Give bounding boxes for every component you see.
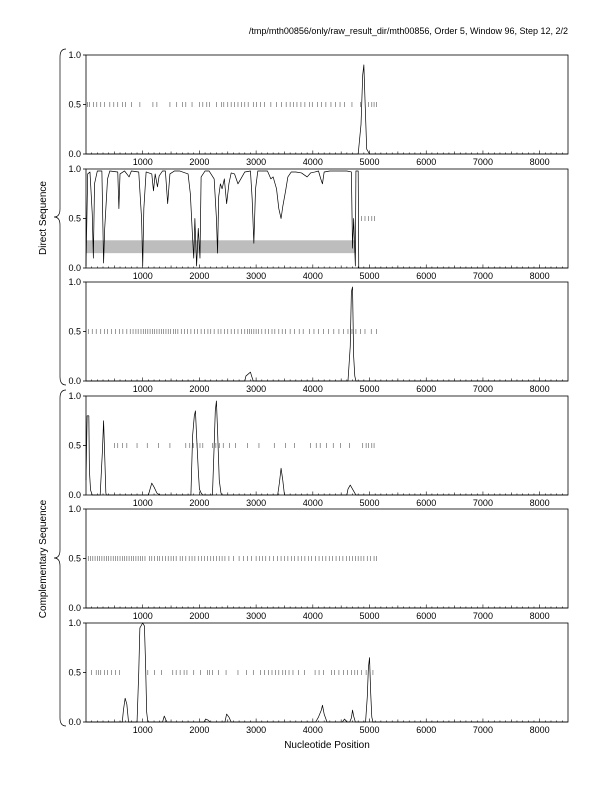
group-label-complementary: Complementary Sequence bbox=[38, 499, 49, 619]
x-tick-label: 6000 bbox=[416, 498, 437, 508]
x-tick-label: 2000 bbox=[189, 271, 210, 281]
y-tick-label: 1.0 bbox=[68, 618, 81, 628]
x-tick-label: 3000 bbox=[246, 271, 267, 281]
y-tick-label: 0.0 bbox=[68, 376, 81, 386]
y-tick-label: 1.0 bbox=[68, 277, 81, 287]
x-tick-label: 1000 bbox=[132, 498, 153, 508]
y-tick-label: 0.0 bbox=[68, 603, 81, 613]
x-tick-label: 3000 bbox=[246, 498, 267, 508]
group-brace-direct bbox=[54, 49, 66, 385]
x-tick-label: 5000 bbox=[359, 498, 380, 508]
x-tick-label: 4000 bbox=[302, 157, 323, 167]
x-tick-label: 5000 bbox=[359, 611, 380, 621]
panel-5-frame bbox=[86, 509, 568, 608]
y-tick-label: 1.0 bbox=[68, 50, 81, 60]
x-tick-label: 3000 bbox=[246, 725, 267, 735]
figure-header: /tmp/mth00856/only/raw_result_dir/mth00856, Order 5, Window 96, Step 12, 2/2 bbox=[248, 26, 568, 36]
x-tick-label: 2000 bbox=[189, 611, 210, 621]
x-tick-label: 2000 bbox=[189, 725, 210, 735]
x-axis-title: Nucleotide Position bbox=[284, 740, 370, 751]
x-tick-label: 1000 bbox=[132, 611, 153, 621]
x-tick-label: 6000 bbox=[416, 384, 437, 394]
x-tick-label: 4000 bbox=[302, 271, 323, 281]
x-tick-label: 6000 bbox=[416, 725, 437, 735]
y-tick-label: 0.5 bbox=[68, 326, 81, 337]
y-tick-label: 1.0 bbox=[68, 391, 81, 401]
x-tick-label: 6000 bbox=[416, 271, 437, 281]
x-tick-label: 6000 bbox=[416, 611, 437, 621]
x-tick-label: 1000 bbox=[132, 157, 153, 167]
x-tick-label: 7000 bbox=[472, 725, 493, 735]
panel-3-series-line bbox=[86, 287, 568, 381]
x-tick-label: 8000 bbox=[529, 498, 550, 508]
y-tick-label: 0.0 bbox=[68, 149, 81, 159]
panel-1-series-line bbox=[86, 65, 568, 154]
panel-2-series-line bbox=[86, 171, 568, 268]
x-tick-label: 2000 bbox=[189, 384, 210, 394]
x-tick-label: 7000 bbox=[472, 157, 493, 167]
y-tick-label: 0.5 bbox=[68, 553, 81, 564]
y-tick-label: 0.0 bbox=[68, 263, 81, 273]
y-tick-label: 0.5 bbox=[68, 99, 81, 110]
x-tick-label: 8000 bbox=[529, 157, 550, 167]
y-tick-label: 0.0 bbox=[68, 490, 81, 500]
y-tick-label: 0.5 bbox=[68, 440, 81, 451]
y-tick-label: 0.5 bbox=[68, 667, 81, 678]
y-tick-label: 0.0 bbox=[68, 717, 81, 727]
x-tick-label: 8000 bbox=[529, 271, 550, 281]
x-tick-label: 1000 bbox=[132, 725, 153, 735]
panel-3-frame bbox=[86, 282, 568, 381]
x-tick-label: 3000 bbox=[246, 157, 267, 167]
group-label-direct: Direct Sequence bbox=[38, 181, 49, 255]
x-tick-label: 4000 bbox=[302, 498, 323, 508]
x-tick-label: 8000 bbox=[529, 611, 550, 621]
x-tick-label: 1000 bbox=[132, 384, 153, 394]
panel-6-frame bbox=[86, 623, 568, 722]
group-brace-complementary bbox=[54, 390, 66, 726]
x-tick-label: 5000 bbox=[359, 384, 380, 394]
x-tick-label: 6000 bbox=[416, 157, 437, 167]
x-tick-label: 3000 bbox=[246, 611, 267, 621]
y-tick-label: 1.0 bbox=[68, 504, 81, 514]
panel-1-frame bbox=[86, 55, 568, 154]
x-tick-label: 5000 bbox=[359, 157, 380, 167]
x-tick-label: 7000 bbox=[472, 611, 493, 621]
y-tick-label: 1.0 bbox=[68, 164, 81, 174]
y-tick-label: 0.5 bbox=[68, 213, 81, 224]
x-tick-label: 1000 bbox=[132, 271, 153, 281]
x-tick-label: 8000 bbox=[529, 725, 550, 735]
x-tick-label: 4000 bbox=[302, 725, 323, 735]
x-tick-label: 7000 bbox=[472, 271, 493, 281]
x-tick-label: 7000 bbox=[472, 384, 493, 394]
x-tick-label: 2000 bbox=[189, 157, 210, 167]
x-tick-label: 8000 bbox=[529, 384, 550, 394]
x-tick-label: 3000 bbox=[246, 384, 267, 394]
x-tick-label: 4000 bbox=[302, 611, 323, 621]
x-tick-label: 7000 bbox=[472, 498, 493, 508]
x-tick-label: 5000 bbox=[359, 271, 380, 281]
x-tick-label: 5000 bbox=[359, 725, 380, 735]
panel-2-band bbox=[86, 240, 356, 253]
panel-6-series-line bbox=[86, 623, 568, 722]
x-tick-label: 2000 bbox=[189, 498, 210, 508]
x-tick-label: 4000 bbox=[302, 384, 323, 394]
